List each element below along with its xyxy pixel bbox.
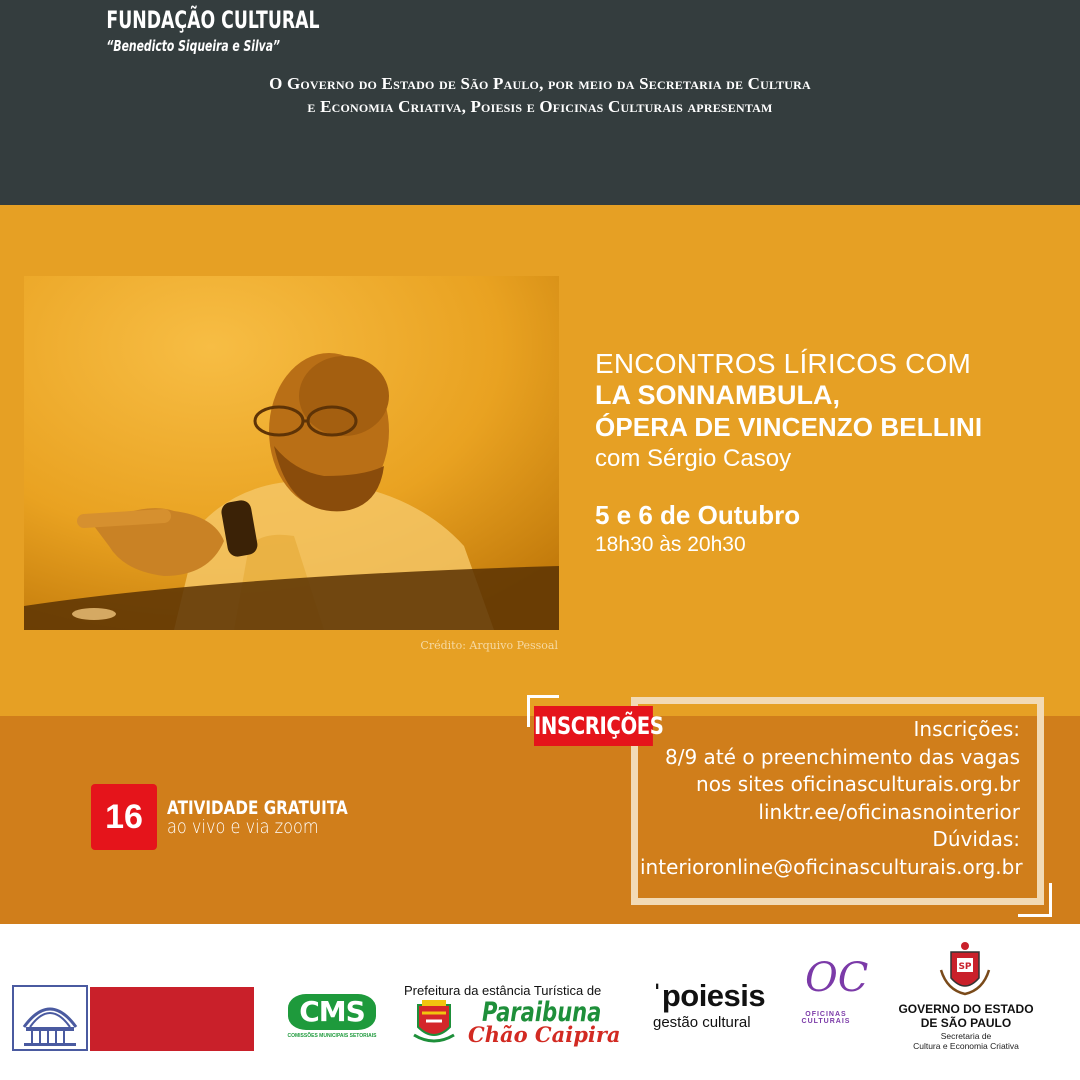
governo-sp-secretaria: [882, 1031, 1050, 1051]
fundacao-red-panel: [90, 987, 254, 1051]
registration-line: 8/9 até o preenchimento das vagas: [665, 744, 1020, 769]
registration-line: linktr.ee/oficinasnointerior: [758, 799, 1020, 824]
sao-paulo-coat-of-arms-icon: [937, 940, 993, 998]
registration-line: Dúvidas:: [932, 827, 1020, 851]
paraibuna-wordmark: Paraibuna: [482, 997, 602, 1028]
governo-sp-sub-2: Cultura e Economia Criativa: [913, 1041, 1019, 1051]
free-activity-title: ATIVIDADE GRATUITA: [167, 797, 348, 819]
chao-caipira-wordmark: Chão Caipira: [468, 1022, 621, 1047]
event-date: 5 e 6 de Outubro: [595, 500, 801, 530]
registration-line: Inscrições:: [913, 717, 1020, 741]
oficinas-culturais-icon: [801, 951, 869, 1009]
governo-sp-sub-1: Secretaria de: [940, 1031, 992, 1041]
svg-text:SP: SP: [958, 962, 972, 972]
cms-logo: CMS: [288, 994, 376, 1030]
oficinas-mark-text: OC: [805, 955, 869, 1001]
event-title-line-1: LA SONNAMBULA,: [595, 380, 840, 410]
registration-line: nos sites oficinasculturais.org.br: [696, 772, 1020, 796]
fundacao-name: FUNDAÇÃO CULTURAL: [106, 6, 320, 34]
event-kicker: ENCONTROS LÍRICOS COM: [595, 348, 972, 379]
registration-badge: INSCRIÇÕES: [534, 706, 653, 746]
event-host: com Sérgio Casoy: [595, 445, 792, 472]
free-activity-subtitle: ao vivo e via zoom: [167, 816, 319, 838]
governo-sp-line-2: DE SÃO PAULO: [920, 1016, 1012, 1030]
fundacao-subname: “Benedicto Siqueira e Silva”: [106, 37, 280, 55]
governo-sp-name: [882, 1002, 1050, 1030]
prefeitura-caption: Prefeitura da estância Turística de: [404, 983, 602, 998]
presenter-line-1: O Governo do Estado de São Paulo, por meio da Secretaria de Cultura: [269, 74, 811, 93]
building-icon: [12, 985, 88, 1051]
photo-credit: Crédito: Arquivo Pessoal: [420, 639, 558, 652]
oficinas-culturais-label: OFICINAS CULTURAIS: [801, 1011, 851, 1025]
governo-sp-line-1: GOVERNO DO ESTADO: [898, 1002, 1034, 1016]
registration-line: interioronline@oficinasculturais.org.br: [640, 854, 1023, 879]
speaker-photo: [24, 276, 559, 630]
registration-details: [640, 716, 1023, 881]
poiesis-logo: ˈpoiesis: [652, 978, 766, 1013]
speaker-illustration: [24, 276, 559, 630]
fundacao-cultural-logo: [12, 985, 254, 1051]
event-time: 18h30 às 20h30: [595, 533, 746, 556]
presenter-line-2: e Economia Criativa, Poiesis e Oficinas Culturais apresentam: [307, 97, 773, 116]
age-rating-badge: 16: [91, 784, 157, 850]
poiesis-subtitle: gestão cultural: [653, 1014, 751, 1031]
presenter-text: [140, 72, 940, 118]
event-title-line-2: ÓPERA DE VINCENZO BELLINI: [595, 412, 983, 442]
paraibuna-coat-of-arms-icon: [412, 999, 456, 1045]
frame-corner-bottom-right: [1018, 883, 1052, 917]
cms-subtitle: COMISSÕES MUNICIPAIS SETORIAIS: [287, 1033, 377, 1039]
